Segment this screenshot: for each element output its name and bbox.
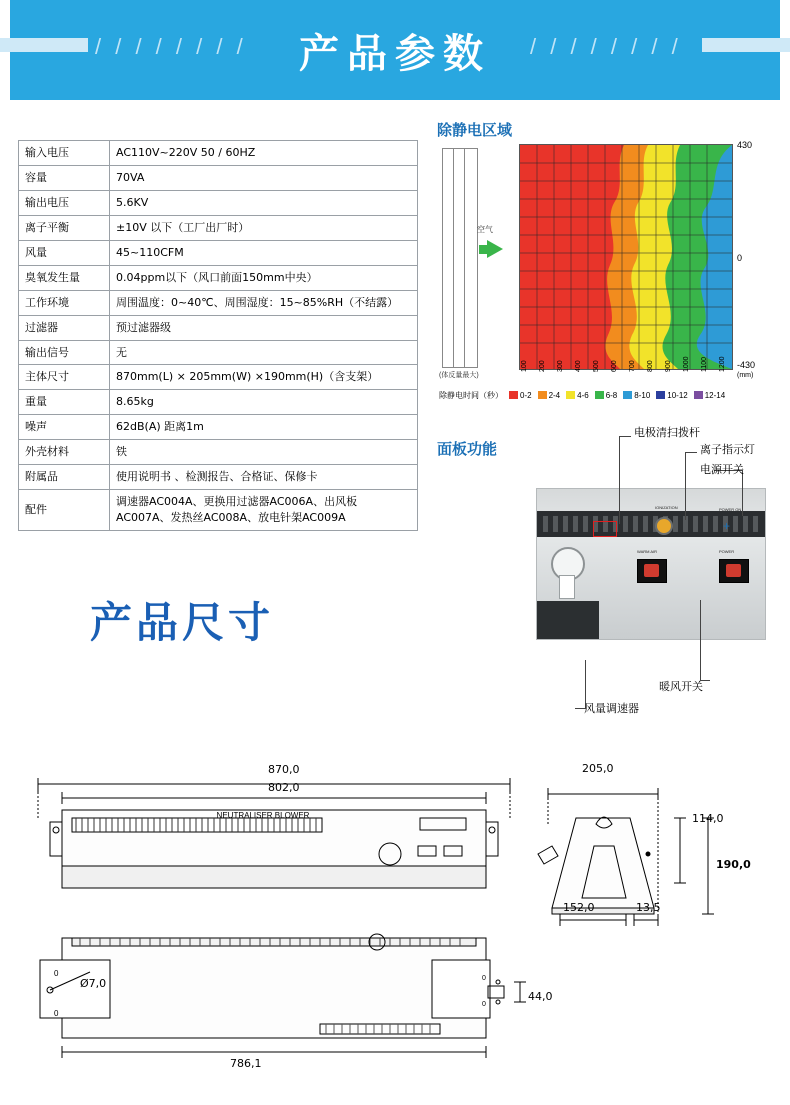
legend-swatch	[656, 391, 665, 399]
dim-front-total: 870,0	[268, 763, 300, 776]
section-title-panel: 面板功能	[437, 440, 498, 458]
air-flow-arrow-icon	[487, 240, 503, 258]
power-switch[interactable]	[719, 559, 749, 583]
spec-key: 外壳材料	[19, 440, 110, 465]
spec-value: 0.04ppm以下（风口前面150mm中央）	[110, 265, 418, 290]
spec-value: 调速器AC004A、更换用过滤器AC006A、出风板AC007A、发热丝AC008A、放电针架AC009A	[110, 490, 418, 531]
x-axis-unit: (mm)	[737, 372, 754, 379]
spec-value: 62dB(A) 距离1m	[110, 415, 418, 440]
polarity-plus-icon: +	[723, 519, 731, 533]
x-tick: 300	[557, 360, 564, 372]
table-row	[19, 141, 418, 166]
spec-key: 主体尺寸	[19, 365, 110, 390]
section-title-dimensions: 产品尺寸	[90, 598, 275, 647]
spec-value: 70VA	[110, 165, 418, 190]
legend-swatch	[509, 391, 518, 399]
legend-label: 6-8	[605, 391, 618, 400]
dim-top-hole: Ø7,0	[80, 977, 107, 990]
table-row	[19, 290, 418, 315]
heatmap-axis-bottom: -430	[737, 360, 756, 370]
table-row	[19, 440, 418, 465]
spec-value: 周围温度：0~40℃、周围湿度：15~85%RH（不结露）	[110, 290, 418, 315]
heatmap-note: (体反量最大)	[439, 372, 479, 379]
dim-side-base: 152,0	[563, 901, 595, 914]
spec-value: 铁	[110, 440, 418, 465]
dim-top-height: 44,0	[528, 990, 553, 1003]
page-title: 产品参数	[299, 31, 491, 77]
legend-title: 除静电时间（秒）	[439, 391, 503, 400]
svg-text:0: 0	[54, 1009, 59, 1018]
heatmap-axis-mid: 0	[737, 253, 743, 263]
dim-top-length: 786,1	[230, 1057, 262, 1070]
label-power-on: POWER ON	[719, 507, 742, 512]
spec-value: AC110V~220V 50 / 60HZ	[110, 141, 418, 166]
table-row	[19, 365, 418, 390]
spec-key: 离子平衡	[19, 215, 110, 240]
table-row	[19, 240, 418, 265]
table-row	[19, 490, 418, 531]
legend-label: 2-4	[548, 391, 561, 400]
leader-electrode-h	[619, 436, 631, 437]
spec-key: 输入电压	[19, 141, 110, 166]
x-tick: 800	[647, 360, 654, 372]
banner-slashes-left: / / / / / / / /	[95, 34, 247, 59]
callout-electrode-bar: 电极清扫拨杆	[634, 426, 700, 439]
callout-power-switch: 电源开关	[700, 463, 744, 476]
heatmap-legend	[439, 390, 725, 401]
table-row	[19, 415, 418, 440]
spec-value: 无	[110, 340, 418, 365]
legend-swatch	[694, 391, 703, 399]
svg-text:0: 0	[54, 969, 59, 978]
table-row	[19, 215, 418, 240]
svg-text:0: 0	[482, 975, 486, 982]
x-tick: 600	[611, 360, 618, 372]
callout-speed-control: 风量调速器	[584, 702, 639, 715]
spec-key: 工作环境	[19, 290, 110, 315]
table-row	[19, 390, 418, 415]
svg-text:0: 0	[482, 1001, 486, 1008]
label-power: POWER	[719, 549, 735, 554]
speed-knob[interactable]	[559, 575, 575, 599]
page-header-banner	[0, 0, 790, 100]
heatmap-axis-top: 430	[737, 140, 753, 150]
spec-key: 噪声	[19, 415, 110, 440]
x-tick: 400	[575, 360, 582, 372]
spec-key: 重量	[19, 390, 110, 415]
spec-value: 870mm(L) × 205mm(W) ×190mm(H)（含支架）	[110, 365, 418, 390]
spec-key: 输出信号	[19, 340, 110, 365]
leader-ion	[685, 452, 686, 520]
table-row	[19, 265, 418, 290]
spec-value: 预过滤器级	[110, 315, 418, 340]
spec-key: 过滤器	[19, 315, 110, 340]
x-tick: 1200	[719, 356, 726, 372]
x-tick: 700	[629, 360, 636, 372]
dim-side-foot: 13,5	[636, 901, 661, 914]
callout-heat-switch: 暖风开关	[659, 680, 703, 693]
spec-value: 使用说明书 、检测报告、合格证、保修卡	[110, 465, 418, 490]
heatmap-colors	[520, 145, 732, 369]
leader-electrode	[619, 436, 620, 524]
electrode-bar-highlight	[593, 521, 617, 537]
legend-label: 10-12	[667, 391, 688, 400]
top-view-drawing	[20, 920, 550, 1080]
spec-value: 5.6KV	[110, 190, 418, 215]
dim-side-h2: 190,0	[716, 858, 751, 871]
callout-ion-lamp: 离子指示灯	[700, 443, 755, 456]
air-label: 空气	[477, 225, 493, 234]
static-area-figure	[437, 140, 777, 400]
table-row	[19, 465, 418, 490]
blower-schematic	[442, 148, 478, 368]
table-row	[19, 190, 418, 215]
leader-heat	[700, 600, 701, 680]
spec-key: 容量	[19, 165, 110, 190]
ion-indicator-lamp-icon	[655, 517, 673, 535]
specifications-table	[18, 140, 418, 531]
legend-swatch	[566, 391, 575, 399]
control-panel-photo	[536, 488, 766, 640]
legend-label: 4-6	[577, 391, 589, 400]
spec-key: 风量	[19, 240, 110, 265]
legend-label: 0-2	[520, 391, 532, 400]
heatmap-plot	[519, 144, 733, 370]
legend-swatch	[538, 391, 547, 399]
spec-value: 45~110CFM	[110, 240, 418, 265]
table-row	[19, 165, 418, 190]
x-tick: 200	[539, 360, 546, 372]
svg-text:NEUTRALISER BLOWER: NEUTRALISER BLOWER	[216, 811, 310, 820]
dim-front-inner: 802,0	[268, 781, 300, 794]
spec-value: 8.65kg	[110, 390, 418, 415]
x-tick: 1000	[683, 356, 690, 372]
banner-slashes-right: / / / / / / / /	[530, 34, 682, 59]
legend-label: 8-10	[634, 391, 651, 400]
x-tick: 100	[521, 360, 528, 372]
legend-swatch	[623, 391, 632, 399]
legend-label: 12-14	[704, 391, 726, 400]
panel-shadow-area	[537, 601, 599, 639]
spec-key: 配件	[19, 490, 110, 531]
dim-side-h1: 114,0	[692, 812, 724, 825]
x-tick: 500	[593, 360, 600, 372]
legend-swatch	[595, 391, 604, 399]
dim-side-width: 205,0	[582, 762, 614, 775]
x-tick: 1100	[701, 356, 708, 372]
label-warm-air: WARM AIR	[637, 549, 658, 554]
x-tick: 900	[665, 360, 672, 372]
spec-key: 附属品	[19, 465, 110, 490]
spec-value: ±10V 以下（工厂出厂时）	[110, 215, 418, 240]
spec-key: 臭氧发生量	[19, 265, 110, 290]
warm-air-switch[interactable]	[637, 559, 667, 583]
spec-key: 输出电压	[19, 190, 110, 215]
table-row	[19, 340, 418, 365]
leader-ion-h	[685, 452, 697, 453]
section-title-static-area: 除静电区域	[437, 121, 513, 139]
label-ionization: IONIZATION	[655, 505, 678, 510]
table-row	[19, 315, 418, 340]
